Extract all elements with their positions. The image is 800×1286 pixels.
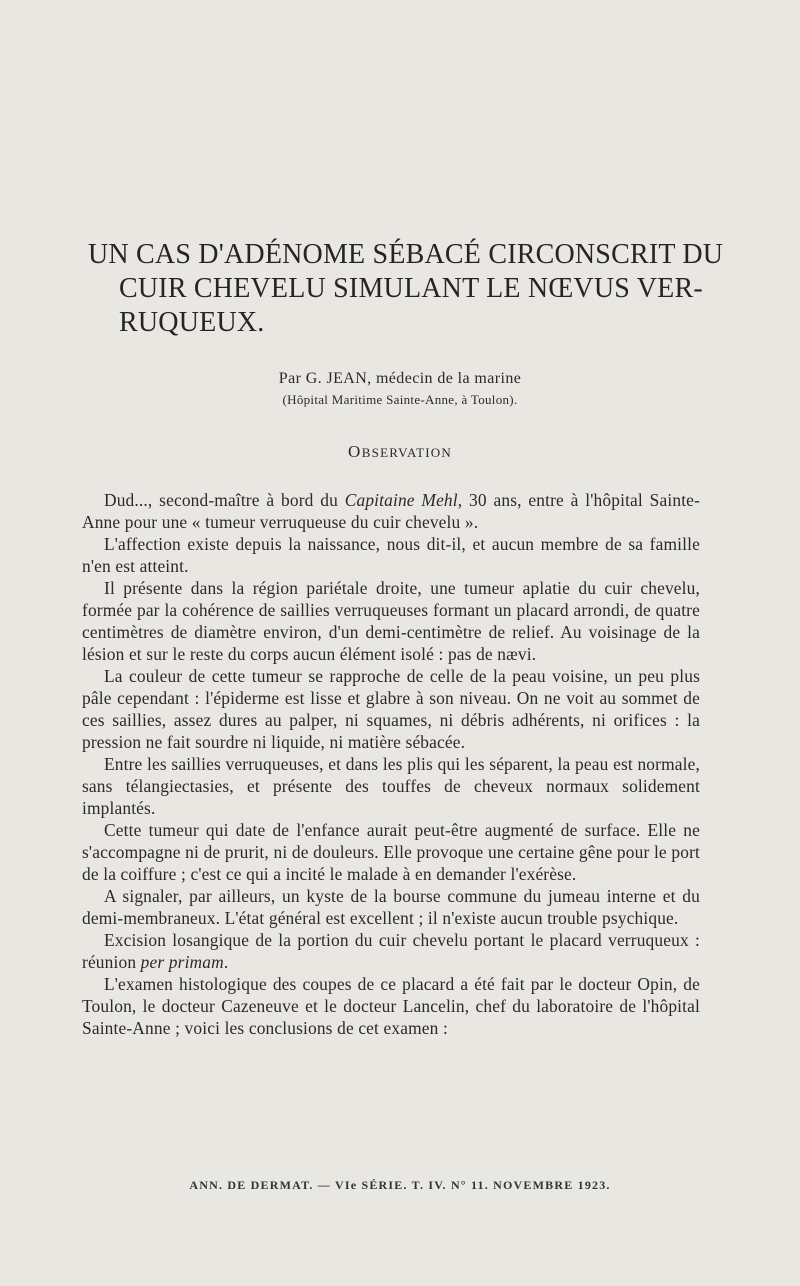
paragraph-text: , 30 ans, entre à l'hôpital Sainte-Anne pour une « tumeur verruqueuse du cuir chevelu ». (82, 490, 700, 532)
paragraph-text: Il présente dans la région pariétale droite, une tumeur aplatie du cuir chevelu, formée par la cohérence de saillies verruqueuses formant un placard arrondi, de quatre centimètres de diamètre environ, d'un demi-centimètre de relief. Au voisinage de la lésion et sur le reste du corps aucun élément isolé : pas de nævi. (82, 578, 700, 664)
paragraph (82, 885, 700, 929)
paragraph-italic-text: Capitaine Mehl (344, 490, 458, 510)
paragraph (82, 577, 700, 665)
paragraph-text: Excision losangique de la portion du cuir chevelu portant le placard verruqueux : réunion (82, 930, 700, 972)
author-block (0, 368, 800, 410)
paragraph (82, 973, 700, 1039)
title-line-1: UN CAS D'ADÉNOME SÉBACÉ CIRCONSCRIT DU (88, 239, 724, 270)
section-heading-rest: BSERVATION (361, 445, 452, 460)
paragraph-text: L'examen histologique des coupes de ce placard a été fait par le docteur Opin, de Toulon, le docteur Cazeneuve et le docteur Lancelin, chef du laboratoire de l'hôpital Sainte-Anne ; voici les conclusions de cet examen : (82, 974, 700, 1038)
paragraph-text: L'affection existe depuis la naissance, nous dit-il, et aucun membre de sa famille n'en est atteint. (82, 534, 700, 576)
paragraph-text: La couleur de cette tumeur se rapproche de celle de la peau voisine, un peu plus pâle cependant : l'épiderme est lisse et glabre à son niveau. On ne voit au sommet de ces saillies, assez dures au palper, ni squames, ni débris adhérents, ni orifices : la pression ne fait sourdre ni liquide, ni matière sébacée. (82, 666, 700, 752)
title-line-2: CUIR CHEVELU SIMULANT LE NŒVUS VER- (119, 273, 703, 304)
paragraph (82, 819, 700, 885)
paragraph (82, 929, 700, 973)
running-footer: ANN. DE DERMAT. — VIe SÉRIE. T. IV. N° 11. NOVEMBRE 1923. (189, 1178, 611, 1192)
paragraph-italic-text: per primam (140, 952, 224, 972)
paragraph (82, 489, 700, 533)
paragraph-text: Dud..., second-maître à bord du (104, 490, 345, 510)
paragraph-text: A signaler, par ailleurs, un kyste de la bourse commune du jumeau interne et du demi-membraneux. L'état général est excellent ; il n'existe aucun trouble psychique. (82, 886, 700, 928)
paragraph (82, 753, 700, 819)
author-line: Par G. JEAN, médecin de la marine (278, 370, 522, 387)
paragraph-text: Entre les saillies verruqueuses, et dans les plis qui les séparent, la peau est normale, sans télangiectasies, et présente des touffes de cheveux normaux solidement implantés. (82, 754, 700, 818)
section-heading (0, 442, 800, 462)
paragraph (82, 533, 700, 577)
paragraph-text: . (223, 952, 229, 972)
title-line-3: RUQUEUX. (119, 307, 265, 338)
author-affiliation: (Hôpital Maritime Sainte-Anne, à Toulon). (282, 392, 518, 407)
article-body (82, 489, 700, 1039)
paragraph (82, 665, 700, 753)
paragraph-text: Cette tumeur qui date de l'enfance aurait peut-être augmenté de surface. Elle ne s'accompagne ni de prurit, ni de douleurs. Elle provoque une certaine gêne pour le port de la coiffure ; c'est ce qui a incité le malade à en demander l'exérèse. (82, 820, 700, 884)
article-title (88, 238, 724, 340)
section-heading-initial: O (348, 442, 362, 461)
